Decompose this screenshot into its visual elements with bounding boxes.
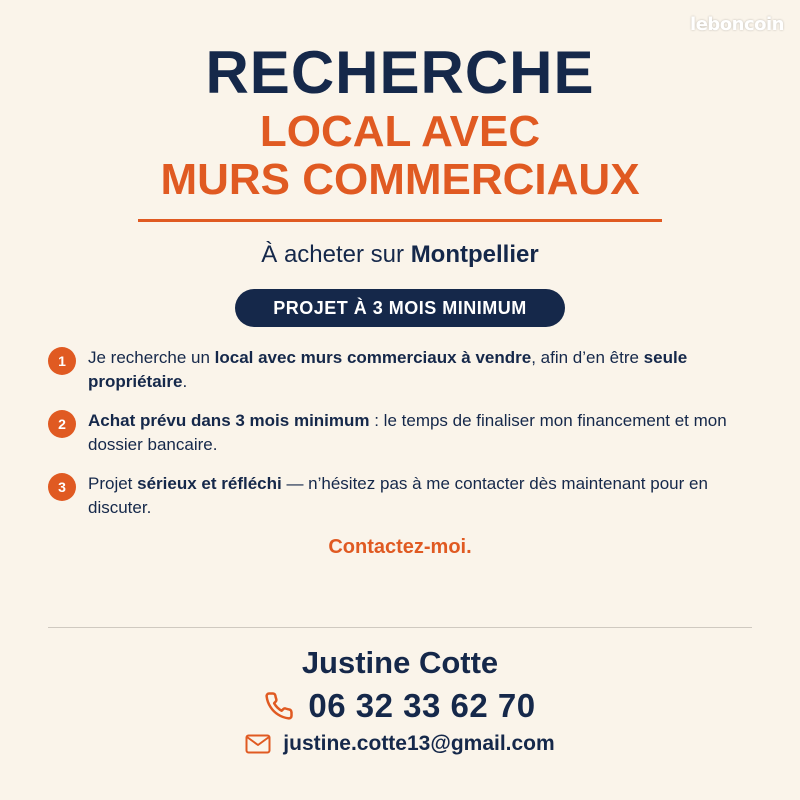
point-text-part: Je recherche un xyxy=(88,348,215,367)
list-item xyxy=(48,472,748,520)
subtitle-line-2: MURS COMMERCIAUX xyxy=(160,155,640,204)
points-list xyxy=(48,346,748,535)
phone-icon xyxy=(264,691,294,721)
location-city: Montpellier xyxy=(410,241,539,268)
point-text xyxy=(88,346,748,394)
phone-row xyxy=(0,686,800,726)
number-badge: 3 xyxy=(48,473,76,501)
location-line xyxy=(0,238,800,272)
orange-divider xyxy=(138,219,662,222)
list-item xyxy=(48,409,748,457)
leboncoin-watermark: leboncoin xyxy=(690,14,784,35)
point-text-part: Projet xyxy=(88,474,138,493)
project-badge: PROJET À 3 MOIS MINIMUM xyxy=(235,289,565,327)
point-text xyxy=(88,472,748,520)
point-text-bold: sérieux et réfléchi xyxy=(137,474,282,493)
point-text xyxy=(88,409,748,457)
gray-divider xyxy=(48,627,752,628)
location-prefix: À acheter sur xyxy=(261,241,411,268)
phone-number[interactable]: 06 32 33 62 70 xyxy=(308,687,536,724)
page-title: RECHERCHE xyxy=(205,39,595,106)
list-item xyxy=(48,346,748,394)
number-badge: 2 xyxy=(48,410,76,438)
contact-name: Justine Cotte xyxy=(301,645,499,680)
contact-cta: Contactez-moi. xyxy=(328,536,472,558)
point-text-bold: Achat prévu dans 3 mois minimum xyxy=(88,411,370,430)
point-text-bold: seule propriétaire xyxy=(88,348,688,391)
point-text-part: , afin d’en être xyxy=(531,348,644,367)
envelope-icon xyxy=(245,734,271,754)
email-row xyxy=(0,730,800,758)
point-text-part: — n’hésitez pas à me contacter dès maintenant pour en discuter. xyxy=(88,474,708,517)
subtitle-line-1: LOCAL AVEC xyxy=(259,107,541,156)
point-text-part: . xyxy=(182,372,188,391)
point-text-bold: local avec murs commerciaux à vendre xyxy=(214,348,532,367)
number-badge: 1 xyxy=(48,347,76,375)
email-address[interactable]: justine.cotte13@gmail.com xyxy=(283,732,555,755)
point-text-part: : le temps de finaliser mon financement et mon dossier bancaire. xyxy=(88,411,727,454)
page-subtitle xyxy=(0,108,800,204)
